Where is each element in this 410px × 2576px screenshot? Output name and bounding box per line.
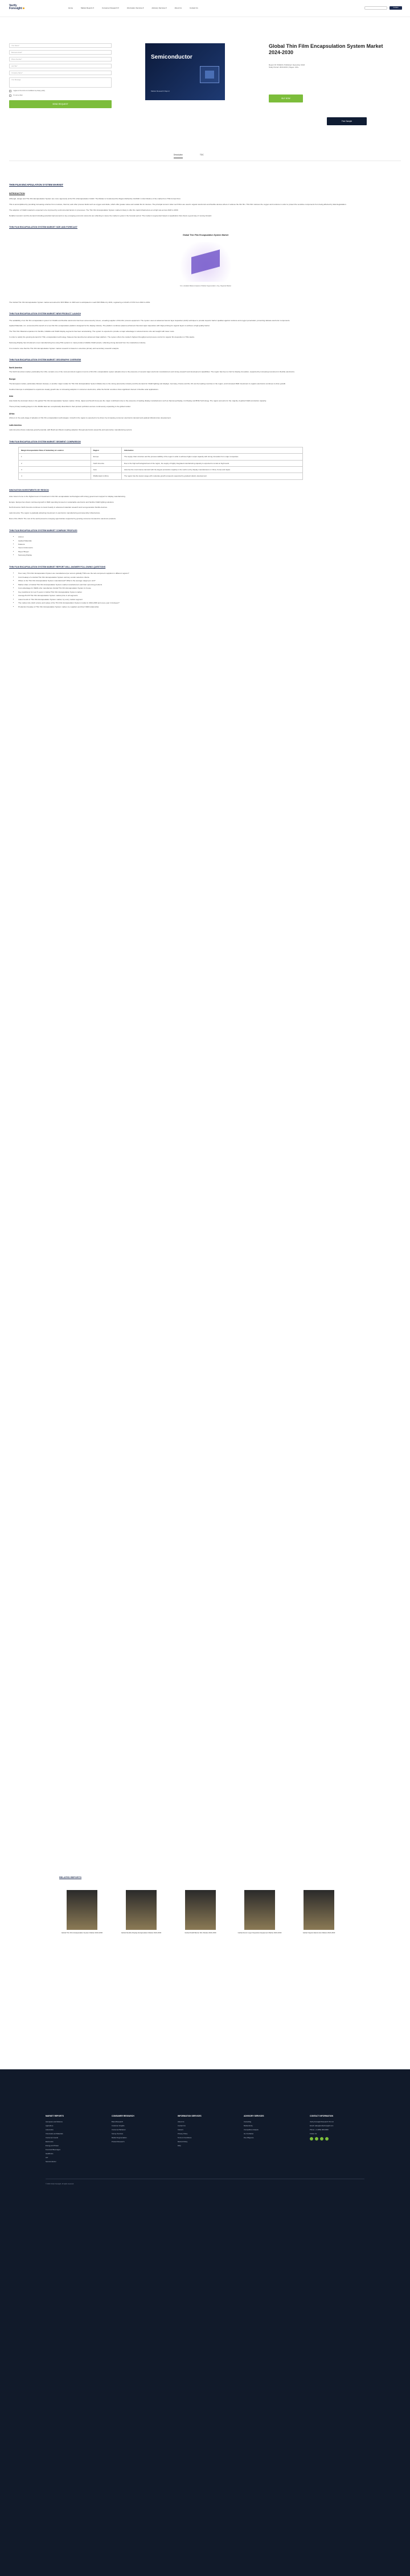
table-header: Information <box>121 447 302 454</box>
list-item: • Where is the Thin Film Encapsulation System manufactured? What is the average margin per unit? <box>18 580 401 582</box>
cover-title: Semiconductor <box>151 54 192 60</box>
paragraph: Samsung Display has introduced a new manufacturing line using TFE systems to mass-produce foldable OLED panels, reflecting strong demand from the smartphone industry. <box>9 341 146 344</box>
paragraph: The North American market, particularly the USA, remains one of the most prominent regions in terms of thin film encapsulation system adoption due to the presence of several major electronic manufacturers and strong research and development capabilities. The region has been a hub for display innovation, supported by increasing investment in flexible electronics. <box>9 371 295 373</box>
footer-link[interactable]: Consumer Behavior <box>112 2129 126 2131</box>
linkedin-icon[interactable] <box>320 2137 323 2140</box>
footer-link[interactable]: Phone: +1 (650) 000-0000 <box>310 2129 329 2131</box>
table-cell: The region has the lowest usage with moderate growth prospects supported by gradual industry development. <box>121 473 302 479</box>
main-nav <box>68 7 198 9</box>
footer-link[interactable]: Aerospace and Defence <box>46 2120 63 2123</box>
footer-heading: MARKET REPORTS <box>46 2115 64 2117</box>
related-report-title[interactable]: Global Flexible Display Encapsulation Market 2024-2030 <box>121 1932 162 1934</box>
footer-link[interactable]: Semiconductor <box>46 2160 56 2163</box>
paragraph: Europe: Europe has shown continued growth in R&D spending focused on sustainable electronics and flexible OLED lighting solutions. <box>9 500 114 503</box>
paragraph: These primary leading players in the Middle East are exceptionally diversified in their product portfolios and are continuously expanding in the global market. <box>9 405 131 408</box>
table-header: Margin Encapsulation Rate of Subsidiary & Location <box>19 447 91 454</box>
footer-link[interactable]: ICT <box>46 2156 48 2159</box>
footer-heading: CONTACT INFORMATION <box>310 2115 333 2117</box>
table-cell: Asia has the most intense demand with the largest production capacity in the world, led by display manufacturers in China, Korea and Japan. <box>121 467 302 473</box>
paragraph: It is crucial to note that the Thin Film Encapsulation System market research is based on extensive primary and secondary research analysis. <box>9 347 120 350</box>
footer-heading: INFORMATION SERVICES <box>178 2115 202 2117</box>
table-cell: 1 <box>19 454 91 460</box>
table-cell: Europe <box>91 454 121 460</box>
list-item: • Meyer Burger <box>18 550 401 553</box>
infographic-caption: For a detailed Market Analysis of Market Segmentation | Key, Regional Market <box>180 285 231 287</box>
footer-column <box>244 2115 301 2140</box>
nav-item[interactable]: Information Services ▾ <box>126 7 144 9</box>
nav-item[interactable]: Contact Us <box>189 7 198 9</box>
table-row <box>19 454 303 460</box>
footer-link[interactable]: FAQ <box>178 2144 181 2147</box>
company-field[interactable]: Company Name* <box>9 71 112 75</box>
footer-column <box>310 2115 367 2140</box>
list-item: • Key predictions for next 5 years in Global Thin Film Encapsulation System market <box>18 591 401 593</box>
related-report-card[interactable] <box>118 1890 164 1953</box>
paragraph: The availability of an thin film encapsulation system for OLEDs and flexible electronics has been announced by Veeco, a leading supplier of thin-film process equipment. The system uses an advanced atomic layer deposition (ALD) technique to provide superior barrier qualities against moisture and oxygen penetration, protecting delicate electronic components. <box>9 319 290 322</box>
list-item: • Production breakup of Thin Film Encapsulation System market, by suppliers and their OEM relationship <box>18 606 401 608</box>
footer-link[interactable]: Consumer Goods <box>46 2137 58 2139</box>
related-report-title[interactable]: Global Atomic Layer Deposition Equipment Market 2024-2030 <box>237 1932 282 1934</box>
paragraph: Latin America shows moderate growth potential, with Brazil and Mexico leading adoption through electronics assembly and automotive manufacturing sectors. <box>9 429 133 432</box>
related-report-card[interactable] <box>59 1890 105 1953</box>
report-thumbnail[interactable] <box>244 1890 275 1930</box>
region-table <box>18 447 303 480</box>
footer-column <box>46 2115 102 2164</box>
footer-heading: ADVISORY SERVICES <box>244 2115 264 2117</box>
footer-link[interactable]: Refund Policy <box>178 2140 188 2143</box>
list-item: • Applied Materials <box>18 540 401 542</box>
name-field[interactable]: Your Name* <box>9 43 112 48</box>
report-meta <box>269 64 305 69</box>
related-report-card[interactable] <box>296 1890 342 1953</box>
paragraph: Southern Europe is anticipated to experience steady growth due to increasing adoption in consumer electronics, while the Nordic countries show significant interest in flexible solar applications. <box>9 388 159 391</box>
footer-column <box>112 2115 169 2144</box>
report-meta-1: Report ID: 530420 | Published: December 2024 <box>269 64 305 66</box>
paragraph: The Global Thin Film Encapsulation System market accounted for $XX Billion in 2023 and is anticipated to reach $XX Billion by 2031, registering a CAGR of XX% from 2024 to 2031. <box>9 301 151 303</box>
related-report-title[interactable]: Global Organic Electronics Market 2024-2030 <box>302 1932 335 1934</box>
related-report-card[interactable] <box>237 1890 282 1953</box>
top-navbar <box>0 0 410 17</box>
footer-link[interactable]: About Us <box>178 2120 184 2123</box>
region-heading: Europe <box>9 378 16 381</box>
list-item: • Veeco Instruments <box>18 547 401 549</box>
list-item: • Samsung Display <box>18 554 401 556</box>
footer-link[interactable]: Privacy Policy <box>178 2133 188 2135</box>
report-cover-image <box>145 43 225 100</box>
buy-now-button[interactable]: BUY NOW <box>269 95 303 102</box>
nav-item[interactable]: Market Reports ▾ <box>81 7 94 9</box>
table-cell: North America <box>91 460 121 466</box>
contact-button[interactable]: Contact <box>390 6 402 10</box>
region-heading: Latin America <box>9 424 22 427</box>
copyright-text: © 2024 Verify Foresight. All rights reserved. <box>46 2183 74 2185</box>
tab-bar <box>174 154 204 158</box>
logo-line1: Verify <box>9 4 17 7</box>
paragraph: Latin America: The region is gradually attracting investment in electronics manufacturing and assembly infrastructure. <box>9 512 101 515</box>
free-sample-button[interactable]: Free Sample <box>327 117 367 125</box>
list-item: • Aixtron <box>18 536 401 538</box>
paragraph: Asia holds the dominant share in the global Thin Film Encapsulation System market. China, Japan and South Korea are the major contributors due to the presence of leading display manufacturers such as Samsung Display, LG Display and BOE Technology. The region accounts for the majority of global OLED production capacity. <box>9 400 266 402</box>
footer-link[interactable]: Go-To-Market <box>244 2133 254 2135</box>
captcha-checkbox-row[interactable] <box>9 95 112 97</box>
footer-text: Follow Us <box>310 2133 317 2135</box>
footer-link[interactable]: Energy and Power <box>46 2144 59 2147</box>
footer-link[interactable]: Market Entry <box>244 2124 253 2127</box>
paragraph: This is accomplished by providing increasing a barrier from moisture, thermal, and other process fields such as oxygen and diode, which offer greater value and sustain life for devices. The principal concern when such films are used in organic electronics and flexible devices where it reduces the thin film. This Film reduces the oxygen and moisture in order to protect the sensitive components from being affected by fatal degradation. <box>9 203 347 206</box>
report-thumbnail[interactable] <box>185 1890 216 1930</box>
region-heading: North America <box>9 366 22 369</box>
list-item: • Market share of Global Thin Film Encapsulation System market manufacturers and their upcoming products <box>18 584 401 586</box>
list-item: • Average B-2-B Thin Film Encapsulation System market price in all segments <box>18 594 401 597</box>
footer-heading: CONSUMER RESEARCH <box>112 2115 134 2117</box>
table-header-row <box>19 447 303 454</box>
job-title-field[interactable]: Job Title* <box>9 64 112 68</box>
chip-icon <box>200 66 219 83</box>
table-cell: Due to the high technological level of the region, the supply of highly integrated manufacturing capacity is expected to remain at high levels. <box>121 460 302 466</box>
list-item: • Latest trends in Thin Film Encapsulation System market, by every market segment <box>18 598 401 601</box>
table-cell: 3 <box>19 467 91 473</box>
footer-link[interactable]: Market Segmentation <box>112 2137 127 2139</box>
table-header: Region <box>91 447 121 454</box>
footer-link[interactable]: Electronics <box>46 2140 54 2143</box>
table-cell: The supply chain structure and the process stability of the region is able to achieve higher output capacity with strong innovation from major companies. <box>121 454 302 460</box>
footer-column <box>178 2115 235 2148</box>
table-cell: 4 <box>19 473 91 479</box>
paragraph: North America: North America continues to invest heavily in advanced materials research and next-generation flexible devices. <box>9 506 108 509</box>
section-heading: THIN FILM ENCAPSULATION SYSTEM MARKET COMPANY PROFILES <box>9 529 77 532</box>
region-heading: Africa <box>9 412 15 415</box>
related-report-title[interactable]: Global Thin Film Encapsulation System Market 2024-2030 <box>61 1932 103 1934</box>
footer-link[interactable]: Survey Services <box>112 2133 124 2135</box>
footer-link[interactable]: Email: sales@verifyforesight.com <box>310 2124 334 2127</box>
twitter-icon[interactable] <box>315 2137 318 2140</box>
section-heading: THIN FILM ENCAPSULATION SYSTEM MARKET SIZE AND FORECAST <box>9 226 77 229</box>
footer-link[interactable]: Healthcare <box>46 2152 54 2155</box>
table-row <box>19 473 303 479</box>
captcha-label: I'm not a robot <box>13 95 23 97</box>
logo-line2: Foresight <box>9 7 22 10</box>
section-heading: THIN FILM ENCAPSULATION SYSTEM MARKET GEOGRAPHY OVERVIEW <box>9 359 81 361</box>
footer-link[interactable]: Food and Beverages <box>46 2148 60 2151</box>
paragraph: Although, design and Thin Film Encapsulation System are more vigorously at the 5% of Encapsulation CAGR. The Market is Condensed the Region Reflective 41/2018. A short lifetime of the market from TFE formed from. <box>9 198 181 200</box>
search-input[interactable] <box>364 6 387 10</box>
social-links <box>310 2137 367 2140</box>
nav-item[interactable]: Consumer Research ▾ <box>101 7 119 9</box>
checkbox-icon[interactable] <box>9 95 11 97</box>
footer-link[interactable]: Due Diligence <box>244 2137 254 2139</box>
intro-heading: INTRODUCTION <box>9 192 25 195</box>
terms-checkbox-row[interactable] <box>9 90 112 92</box>
paragraph: The adoption of OLED material is expected to be improved by environmental factors in processes. The Thin Film Encapsulation System market is likely to offer the rapid infrastructure at a high rate across 2023 to 2030. <box>9 208 179 211</box>
paragraph: Rest of the World: The rest of the world presents emerging opportunities supported by growing consumer demand for electronic products. <box>9 517 116 520</box>
nav-item[interactable]: Advisory Services ▾ <box>151 7 167 9</box>
footer-link[interactable]: Customer Insights <box>112 2124 125 2127</box>
related-report-card[interactable] <box>178 1890 223 1953</box>
send-request-button[interactable]: SEND REQUEST <box>9 100 112 108</box>
facebook-icon[interactable] <box>310 2137 313 2140</box>
nav-item[interactable]: About Us <box>174 7 182 9</box>
paragraph: In order to satisfy the growing demand for TFE, encapsulation technology, Kateeva has launched an advanced inkjet platform. The system offers the market’s highest throughput and process control for organic film deposition in TFE stacks. <box>9 335 195 338</box>
footer-link[interactable]: Brand Research <box>112 2120 124 2123</box>
infographic-illustration <box>177 242 234 282</box>
report-thumbnail[interactable] <box>126 1890 157 1930</box>
youtube-icon[interactable] <box>325 2137 329 2140</box>
list-item: • Cost advantage for OEMs who manufacture Global Thin Film Encapsulation System in-house <box>18 587 401 589</box>
paragraph: Asia: Asia is home to the highest level of investment in thin film encapsulation technologies with strong government support for display manufacturing. <box>9 495 126 498</box>
report-thumbnail[interactable] <box>67 1890 97 1930</box>
footer-link[interactable]: Chemicals and Materials <box>46 2133 63 2135</box>
nav-item[interactable]: Home <box>68 7 73 9</box>
report-content <box>9 178 401 611</box>
paragraph: Africa is in the early stage of adoption of thin film encapsulation technologies. Growth in the region is expected to be driven by increasing consumer electronics demand and gradual infrastructure development. <box>9 417 171 420</box>
report-thumbnail[interactable] <box>304 1890 334 1930</box>
footer-link[interactable]: Automotive <box>46 2129 54 2131</box>
table-cell: Asia <box>91 467 121 473</box>
tab-description[interactable]: Description <box>174 154 183 158</box>
list-item: • How many Thin Film Encapsulation System are manufactured per annum globally? Who are the sub-component suppliers in different regions? <box>18 572 401 574</box>
footer-link[interactable]: Contact Us <box>178 2124 186 2127</box>
company-list <box>18 536 401 557</box>
phone-field[interactable]: Phone Number* <box>9 57 112 61</box>
footer-link[interactable]: Agriculture <box>46 2124 54 2127</box>
section-heading: THIN FILM ENCAPSULATION SYSTEM MARKET SEGMENT COMPARISON <box>9 440 81 443</box>
list-item: • The market size (both volume and value) of the Thin Film Encapsulation System market in 2024-2030 and every year in between? <box>18 602 401 604</box>
footer-link[interactable]: Terms & Conditions <box>178 2137 192 2139</box>
main-heading: THIN FILM ENCAPSULATION SYSTEM MARKET <box>9 183 64 186</box>
paragraph: Applied Materials, Inc. announced the launch of a new thin film encapsulation platform designed for the display industry. The platform combines plasma-enhanced chemical vapor deposition with inkjet printing for organic layers to achieve a high-quality barrier. <box>9 324 210 327</box>
region-heading: Asia <box>9 395 13 398</box>
footer-link[interactable]: Consulting <box>244 2120 252 2123</box>
table-row <box>19 467 303 473</box>
related-heading: RELATED REPORTS <box>59 1876 82 1879</box>
paragraph: The Thin Film Material expansion for flexible, foldable and OLED display segments has been accelerating. The system is expected to provide a major advantage in reduced device size and weight with lower costs. <box>9 330 175 333</box>
infographic <box>9 234 401 297</box>
tab-toc[interactable]: TOC <box>199 154 204 156</box>
site-footer <box>0 2069 410 2576</box>
section-heading: THIN FILM ENCAPSULATION SYSTEM MARKET REPORT WILL ANSWER FOLLOWING QUESTIONS <box>9 565 106 568</box>
section-heading: INNOVATION INVESTMENTS BY REGION <box>9 488 49 491</box>
footer-link[interactable]: Product Research <box>112 2140 125 2143</box>
checkbox-icon[interactable] <box>9 90 11 92</box>
list-item: • Kateeva <box>18 543 401 545</box>
site-logo[interactable] <box>9 5 32 14</box>
faq-list <box>18 572 401 608</box>
table-row <box>19 460 303 466</box>
table-cell: 2 <box>19 460 91 466</box>
section-heading: THIN FILM ENCAPSULATION SYSTEM MARKET NEW PRODUCT LAUNCH <box>9 313 81 315</box>
report-meta-2: Study Period: 2019-2031 | Pages: 210+ <box>269 66 299 69</box>
paragraph: Notable investors' and the demand including potential improvements to key emerging economic elements are reflecting to cause the market to grow in the forecast period. The market is segmented based on application that shows a good way of moving forward. <box>9 214 212 217</box>
footer-link[interactable]: Careers <box>178 2129 183 2131</box>
report-title: Global Thin Film Encapsulation System Market 2024-2030 <box>269 43 383 56</box>
terms-label: I agree to the terms & conditions & privacy policy <box>13 90 46 92</box>
enquiry-form <box>9 43 112 108</box>
table-cell: Middle East & Africa <box>91 473 121 479</box>
footer-link[interactable]: Competitive Analysis <box>244 2129 259 2131</box>
message-field[interactable]: Your Message <box>9 77 112 88</box>
related-report-title[interactable]: Global OLED Barrier Film Market 2024-2030 <box>184 1932 216 1934</box>
footer-text: Verify Foresight Research Pvt Ltd <box>310 2120 334 2123</box>
cover-subtitle: Market Research Report <box>151 90 170 92</box>
logo-dot-icon <box>23 7 24 9</box>
infographic-title: Global Thin Film Encapsulation System Market <box>182 233 229 236</box>
paragraph: The European market, particularly Western Europe, is another major market for Thin Film Encapsulation System Market due to the strong automotive industry and the demand for OLED lighting and displays. Germany, France and the UK are the leading countries in the region, and increased R&D investment in organic electronics continues to drive growth. <box>9 382 286 385</box>
email-field[interactable]: Business Email* <box>9 50 112 55</box>
list-item: • Cost breakup of a Global Thin Film Encapsulation System and key vendor selection criteria <box>18 576 401 578</box>
